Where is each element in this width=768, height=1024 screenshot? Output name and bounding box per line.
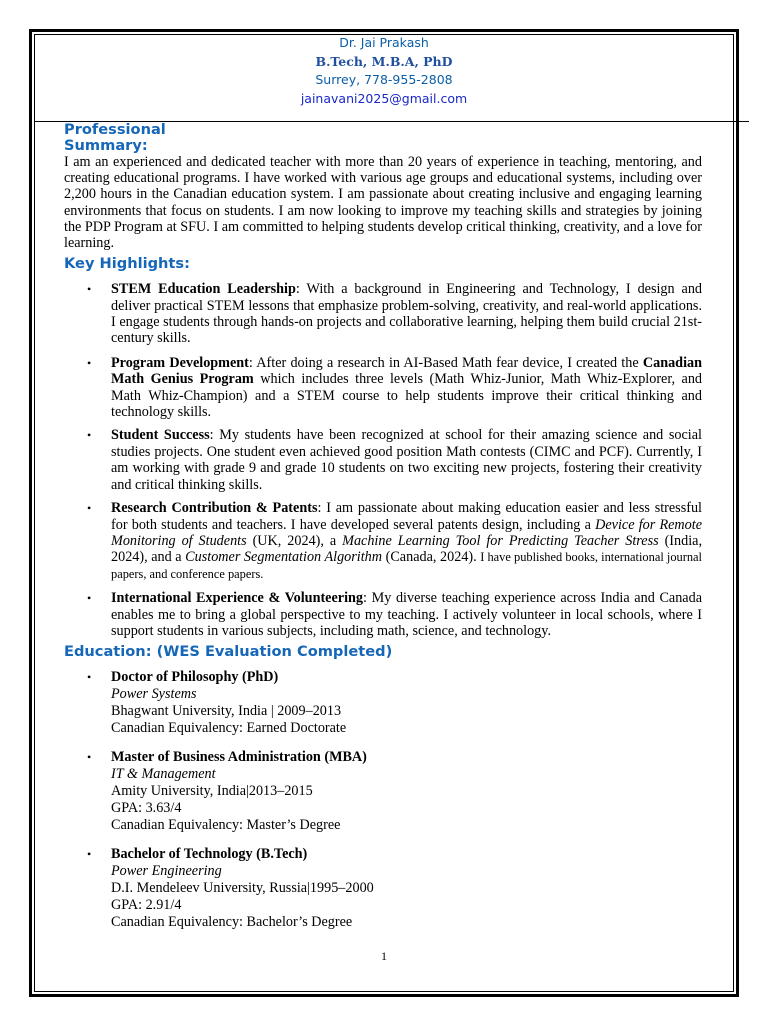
highlight-program-name: Canadian Math Genius Program: [111, 354, 702, 388]
education-equivalency: Canadian Equivalency: Earned Doctorate: [111, 720, 347, 737]
candidate-contact: Surrey, 778-955-2808: [315, 72, 453, 88]
education-degree: Bachelor of Technology (B.Tech): [111, 846, 308, 863]
highlight-text: : I am passionate about making education easier and less stressful for both students and teachers. I have developed several patents design, including a: [111, 500, 702, 533]
bullet-icon: •: [87, 847, 92, 862]
highlight-text: : After doing a research in AI-Based Math fear device, I created the: [248, 354, 643, 371]
bullet-icon: •: [87, 355, 92, 370]
highlight-text: : With a background in Engineering and Technology, I design and deliver practical STEM lessons that emphasize problem-solving, creativity, and real-world applications. I engage students through hands-on projects and collaborative learning, helping them build crucial 21st-century skills.: [111, 281, 703, 347]
bullet-icon: •: [87, 428, 92, 443]
summary-heading: [64, 122, 702, 154]
education-field: Power Systems: [111, 686, 197, 703]
education-degree: Master of Business Administration (MBA): [111, 749, 367, 766]
highlight-title: STEM Education Leadership: [111, 281, 296, 298]
patent-title: Device for Remote Monitoring of Students: [111, 516, 702, 549]
education-item: [64, 669, 702, 737]
candidate-degrees: B.Tech, M.B.A, PhD: [315, 53, 453, 69]
education-field: Power Engineering: [111, 863, 222, 880]
highlight-item: [64, 590, 702, 639]
bullet-icon: •: [87, 591, 92, 606]
page-number: 1: [381, 949, 387, 963]
highlight-title: Research Contribution & Patents: [111, 500, 318, 517]
education-equivalency: Canadian Equivalency: Bachelor’s Degree: [111, 914, 353, 931]
patent-title: Machine Learning Tool for Predicting Teacher Stress: [342, 532, 659, 549]
highlight-title: International Experience & Volunteering: [111, 590, 363, 607]
education-school: D.I. Mendeleev University, Russia|1995–2000: [111, 880, 374, 897]
education-gpa: GPA: 3.63/4: [111, 800, 182, 817]
summary-heading-line1: Professional: [64, 121, 166, 138]
resume-body: [64, 122, 702, 931]
highlight-text: : My students have been recognized at school for their amazing science and social studies projects. One student even achieved good position Math contests (CIMC and PCF). Currently, I am working with grade 9 and grade 10 students on two exciting new projects, fostering their creativity and critical thinking skills.: [111, 427, 702, 493]
patent-title: Customer Segmentation Algorithm: [185, 549, 383, 566]
bullet-icon: •: [87, 501, 92, 516]
highlight-item: [64, 427, 702, 493]
bullet-icon: •: [87, 282, 92, 297]
education-school: Amity University, India|2013–2015: [111, 783, 313, 800]
education-item: [64, 749, 702, 834]
summary-text: I am an experienced and dedicated teacher with more than 20 years of experience in teaching, mentoring, and creating educational programs. I have worked with various age groups and educational systems, including over 2,200 hours in the Canadian education system. I am passionate about creating inclusive and engaging learning environments that focus on students. I am now looking to improve my teaching skills and strategies by joining the PDP Program at SFU. I am committed to helping students develop critical thinking, creativity, and a love for learning.: [64, 154, 702, 252]
education-school: Bhagwant University, India | 2009–2013: [111, 703, 342, 720]
resume-header: [34, 34, 734, 108]
candidate-name: Dr. Jai Prakash: [339, 35, 429, 50]
highlight-item: [64, 355, 702, 421]
bullet-icon: •: [87, 750, 92, 765]
highlight-text: (UK, 2024), a: [246, 532, 343, 549]
highlight-title: Program Development: [111, 354, 249, 371]
highlights-heading: Key Highlights:: [64, 255, 190, 273]
highlight-text: (India, 2024), and a: [111, 532, 702, 566]
publications-note: I have published books, international journal papers, and conference papers.: [111, 550, 702, 581]
education-degree: Doctor of Philosophy (PhD): [111, 669, 279, 686]
highlight-title: Student Success: [111, 427, 210, 444]
highlight-text: (Canada, 2024).: [382, 549, 481, 566]
education-field: IT & Management: [111, 766, 216, 783]
highlight-item: [64, 500, 702, 582]
education-equivalency: Canadian Equivalency: Master’s Degree: [111, 817, 341, 834]
education-list: [64, 669, 702, 931]
education-heading: Education: (WES Evaluation Completed): [64, 643, 393, 661]
candidate-email[interactable]: jainavani2025@gmail.com: [300, 90, 468, 106]
highlight-text: which includes three levels (Math Whiz-Junior, Math Whiz-Explorer, and Math Whiz-Champion) and a STEM course to help students improve their critical thinking and technology skills.: [111, 371, 703, 421]
highlight-text: : My diverse teaching experience across India and Canada enables me to bring a global perspective to my teaching. I actively volunteer in local schools, where I support students in various subjects, including math, science, and technology.: [111, 590, 702, 639]
highlights-list: [64, 281, 702, 639]
education-gpa: GPA: 2.91/4: [111, 897, 182, 914]
bullet-icon: •: [87, 670, 92, 685]
education-item: [64, 846, 702, 931]
summary-heading-line2: Summary:: [64, 137, 148, 154]
highlight-item: [64, 281, 702, 347]
